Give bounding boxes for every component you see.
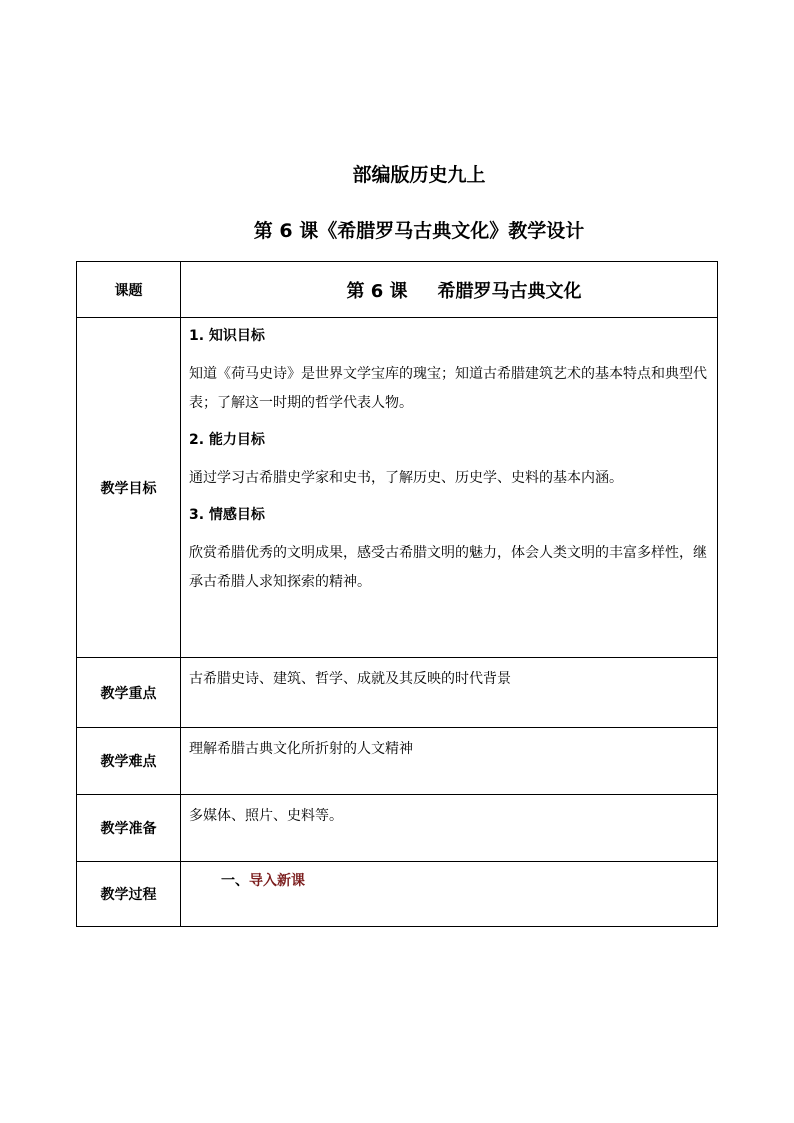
preparation-text: 多媒体、照片、史料等。 xyxy=(181,795,718,862)
label-difficulties: 教学难点 xyxy=(77,728,181,795)
goal-text-knowledge: 知道《荷马史诗》是世界文学宝库的瑰宝；知道古希腊建筑艺术的基本特点和典型代表；了解这一时期的哲学代表人物。 xyxy=(189,366,707,411)
document-title: 部编版历史九上 xyxy=(352,164,486,186)
goal-heading-ability: 2. 能力目标 xyxy=(189,432,265,448)
goal-heading-knowledge: 1. 知识目标 xyxy=(189,328,265,344)
label-topic: 课题 xyxy=(77,262,181,318)
lesson-plan-table xyxy=(76,261,718,927)
lesson-name: 希腊罗马古典文化 xyxy=(437,280,582,302)
label-key-points: 教学重点 xyxy=(77,658,181,728)
topic-value xyxy=(181,262,718,318)
label-preparation: 教学准备 xyxy=(77,795,181,862)
document-subtitle: 第 6 课《希腊罗马古典文化》教学设计 xyxy=(253,220,585,242)
label-goals: 教学目标 xyxy=(77,318,181,658)
difficulties-text: 理解希腊古典文化所折射的人文精神 xyxy=(181,728,718,795)
key-points-text: 古希腊史诗、建筑、哲学、成就及其反映的时代背景 xyxy=(181,658,718,728)
process-intro-text: 导入新课 xyxy=(249,873,305,889)
table-row-key-points xyxy=(77,658,718,728)
lesson-number: 第 6 课 xyxy=(346,280,408,302)
table-row-topic xyxy=(77,262,718,318)
goals-content xyxy=(181,318,718,658)
goal-text-emotion: 欣赏希腊优秀的文明成果，感受古希腊文明的魅力，体会人类文明的丰富多样性，继承古希腊人求知探索的精神。 xyxy=(189,545,707,590)
table-row-goals xyxy=(77,318,718,658)
process-content xyxy=(181,862,718,927)
process-prefix: 一、 xyxy=(221,873,249,889)
table-row-difficulties xyxy=(77,728,718,795)
goal-text-ability: 通过学习古希腊史学家和史书，了解历史、历史学、史料的基本内涵。 xyxy=(189,470,623,486)
table-row-preparation xyxy=(77,795,718,862)
table-row-process xyxy=(77,862,718,927)
label-process: 教学过程 xyxy=(77,862,181,927)
goal-heading-emotion: 3. 情感目标 xyxy=(189,507,265,523)
